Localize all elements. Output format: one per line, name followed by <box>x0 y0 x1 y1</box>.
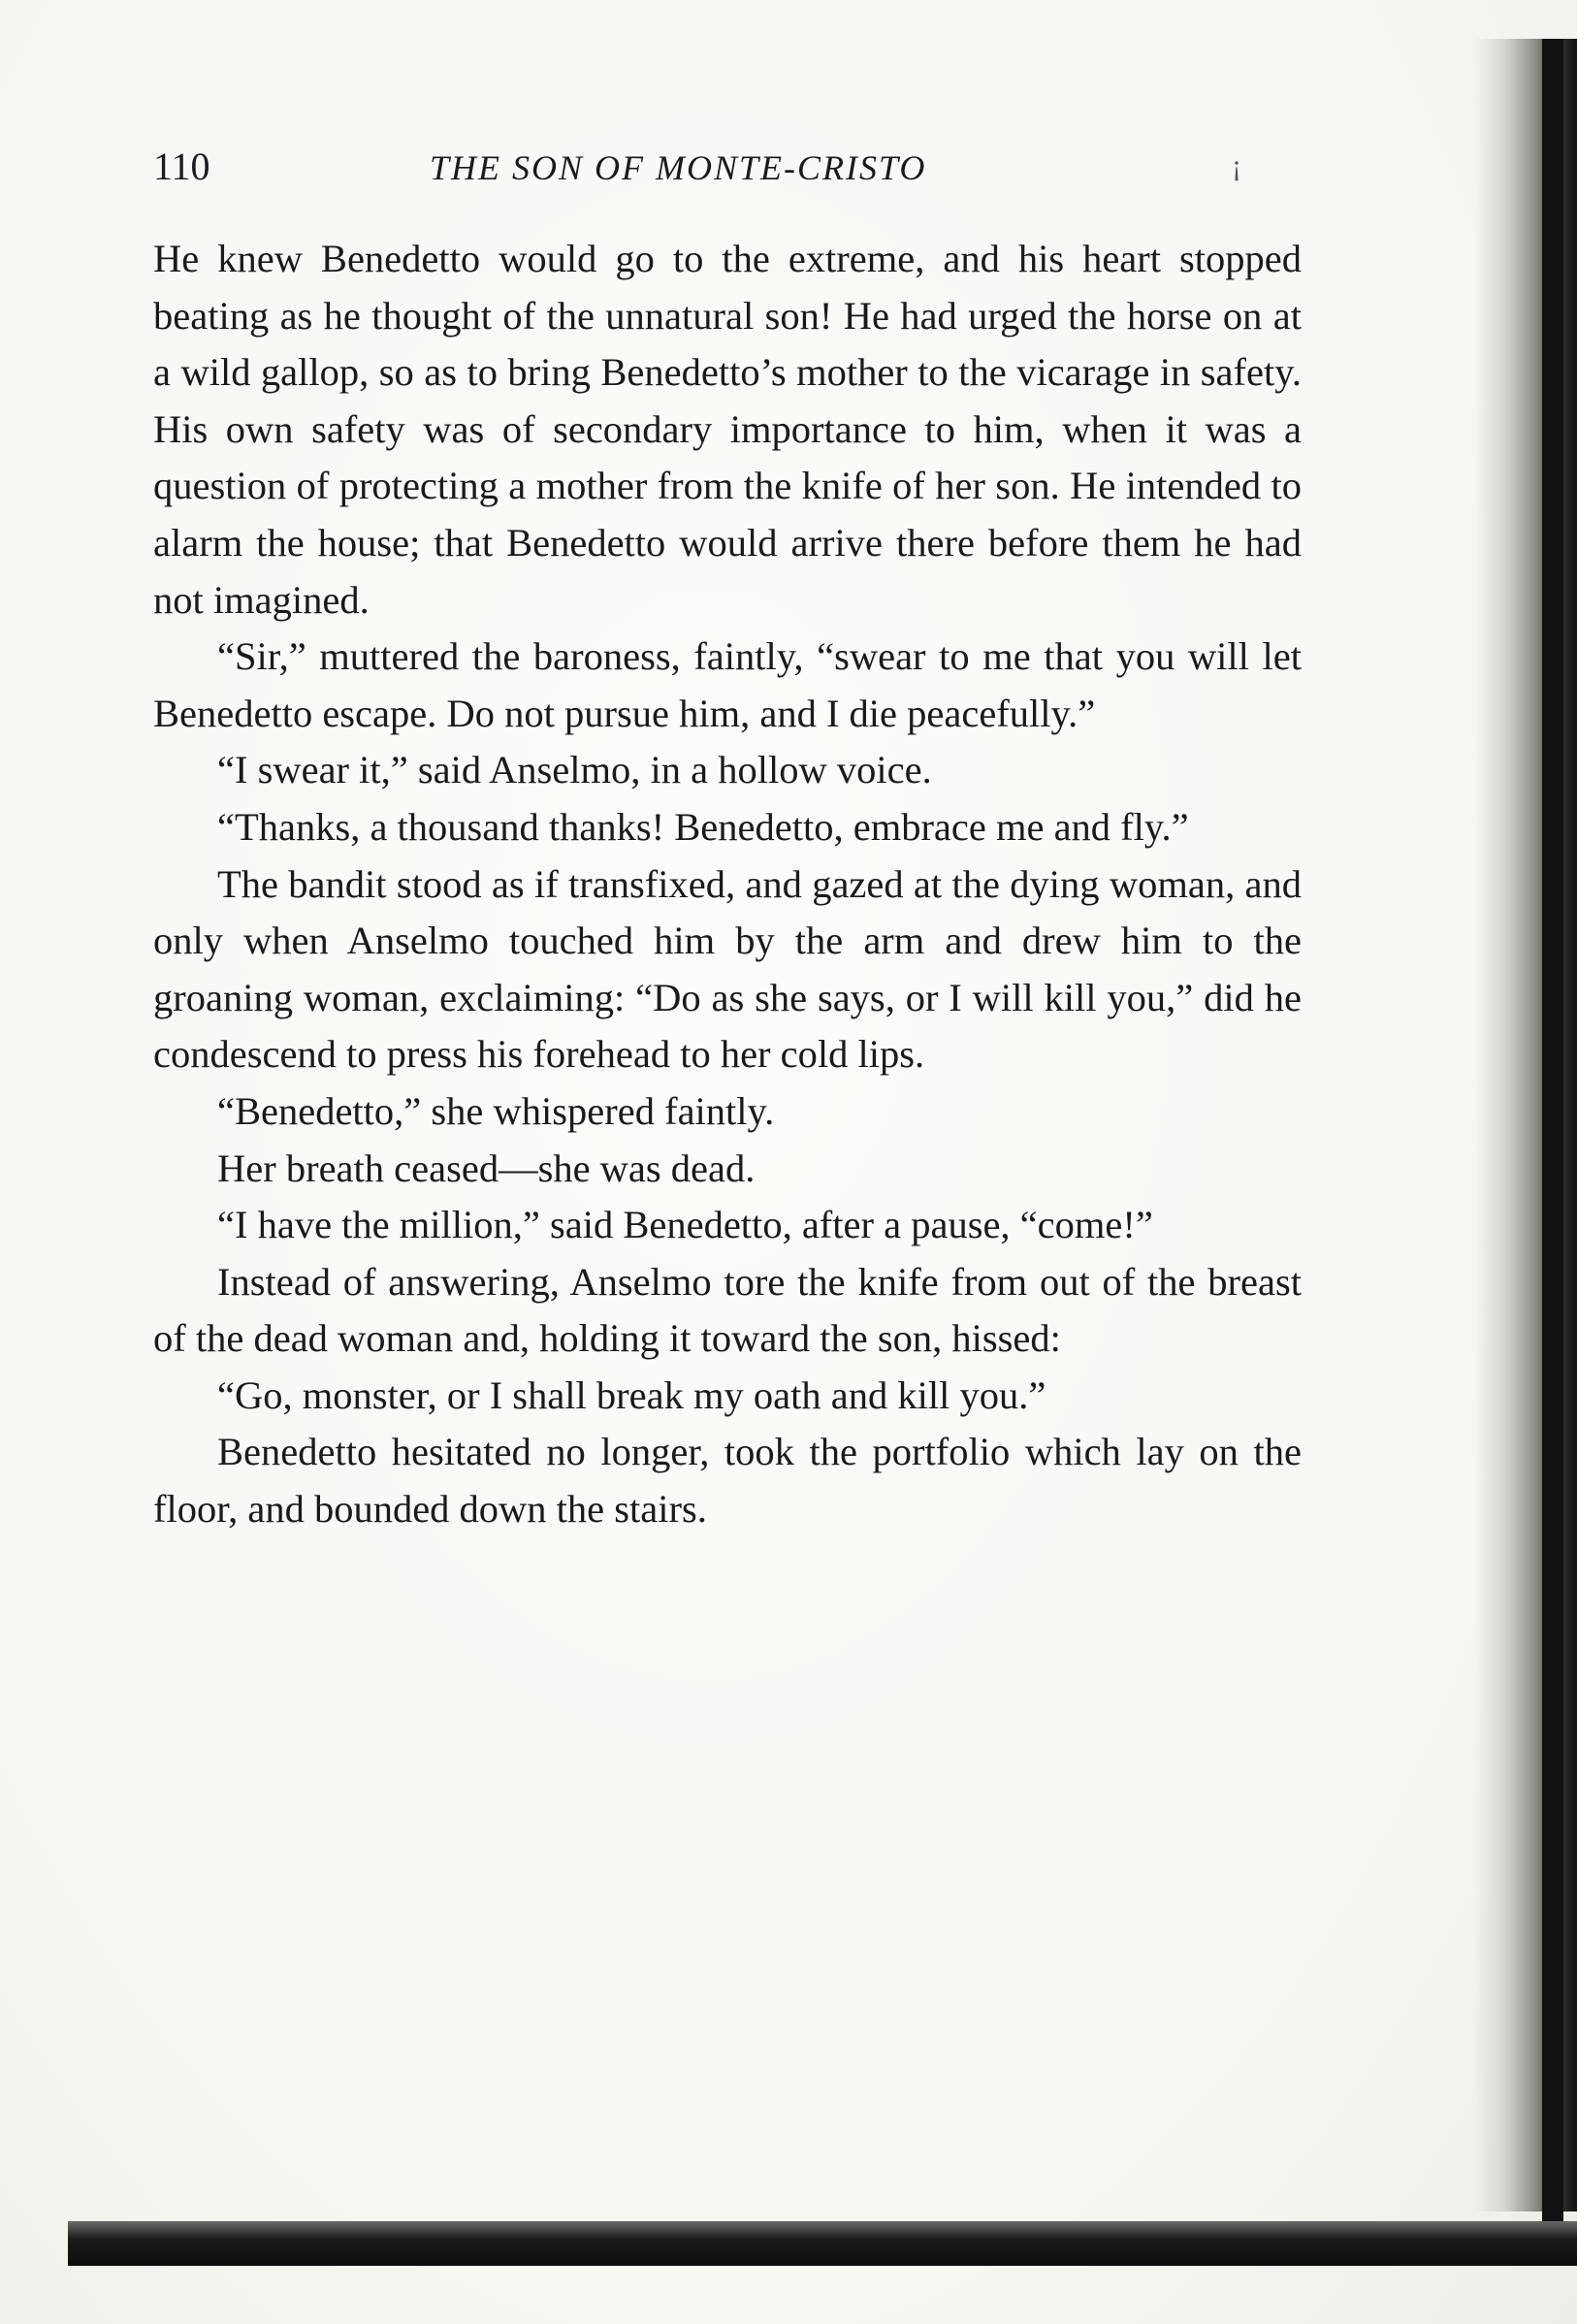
paragraph: “I swear it,” said Anselmo, in a hollow voice. <box>217 748 932 792</box>
page-number: 110 <box>153 145 210 188</box>
paragraph: Instead of answering, Anselmo tore the knife from out of the breast of the dead woman and, holding it toward the son, hissed: <box>153 1259 1302 1361</box>
paragraph: Benedetto hesitated no longer, took the portfolio which lay on the floor, and bounded down the stairs. <box>153 1430 1302 1532</box>
bottom-edge-band <box>68 2221 1577 2266</box>
page-header <box>153 144 1307 202</box>
paragraph: “Go, monster, or I shall break my oath and kill you.” <box>217 1372 1046 1417</box>
body-text <box>153 231 1302 1538</box>
paragraph: “Benedetto,” she whispered faintly. <box>217 1088 775 1133</box>
running-title: THE SON OF MONTE-CRISTO <box>430 148 927 187</box>
paragraph: “Sir,” muttered the baroness, faintly, “swear to me that you will let Benedetto escape. Do not pursue him, and I die peacefully.” <box>153 634 1302 735</box>
page-edge-dark-border <box>1542 39 1563 2250</box>
paragraph: “Thanks, a thousand thanks! Benedetto, embrace me and fly.” <box>217 804 1189 849</box>
paragraph: He knew Benedetto would go to the extreme, and his heart stopped beating as he thought of the unnatural son! He had urged the horse on at a wild gallop, so as to bring Benedetto’s mother to the vicarage in safety. His own safety was of secondary importance to him, when it was a question of protecting a mother from the knife of her son. He intended to alarm the house; that Benedetto would arrive there before them he had not imagined. <box>153 237 1302 622</box>
paragraph: Her breath ceased—she was dead. <box>217 1146 756 1190</box>
header-mark: ¡ <box>1232 149 1241 181</box>
paragraph: “I have the million,” said Benedetto, after a pause, “come!” <box>217 1203 1153 1247</box>
paragraph: The bandit stood as if transfixed, and gazed at the dying woman, and only when Anselmo touched him by the arm and drew him to the groaning woman, exclaiming: “Do as she says, or I will kill you,” did he condescend to press his forehead to her cold lips. <box>153 861 1302 1077</box>
